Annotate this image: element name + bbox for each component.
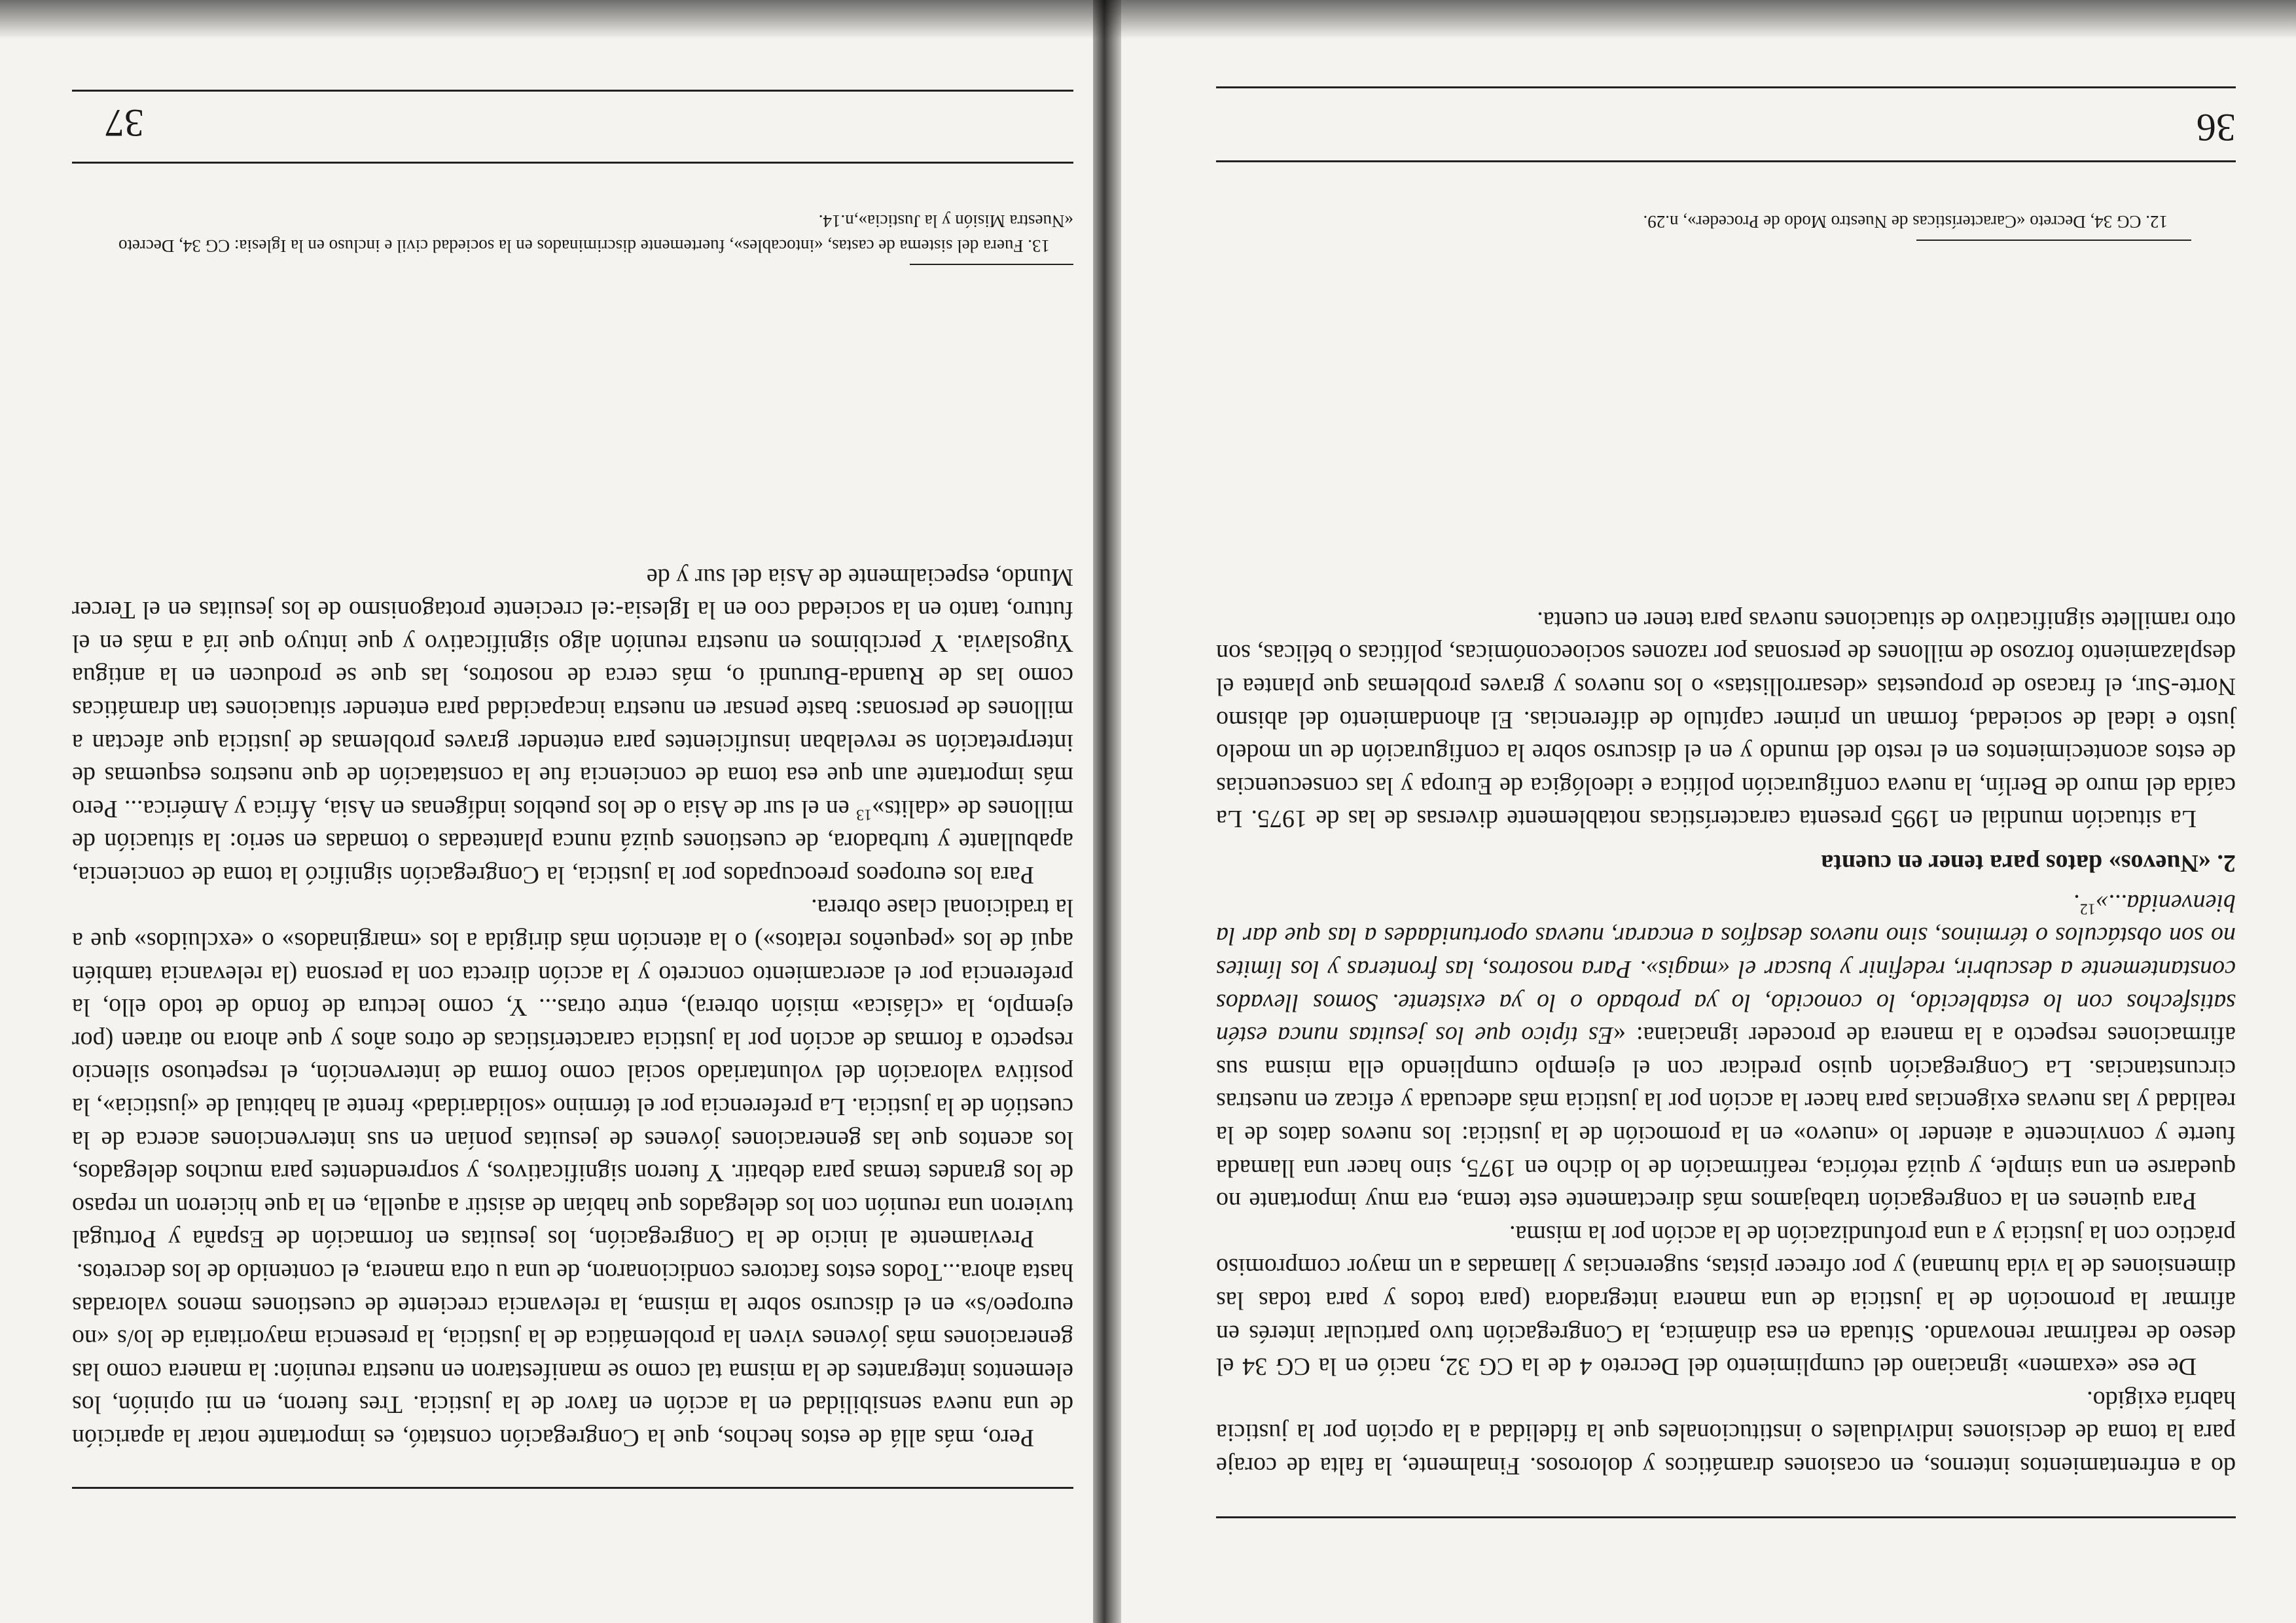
- footer-rule-top: [72, 162, 1073, 164]
- page-number: 36: [2197, 106, 2236, 149]
- footnote-rule: [910, 264, 1073, 265]
- paragraph-text: Para quienes en la congregación trabajamos más directamente este tema, era muy importante no quedarse en una simple, y quizá retórica, reafirmación de lo dicho en 1975, sino hacer una llamada fuerte y convincente a atender lo «nuevo» en la promoción de la justicia: los nuevos datos de la realidad y las nuevas exigencias para hacer la acción por la justicia más adecuada y eficaz en nuestras circunstancias. La Congregación quiso predicar con el ejemplo cumpliendo ella misma sus afirmaciones respecto a la manera de proceder ignaciana: «: [1216, 1022, 2236, 1215]
- header-rule: [72, 1487, 1073, 1489]
- footer-rule-bottom: [1216, 86, 2236, 88]
- paragraph: Pero, más allá de estos hechos, que la Congregación constató, es importante notar la aparición de una nueva sensibilidad en la acción en favor de la justicia. Tres fueron, en mi opinión, los elementos integrantes de la misma tal como se manifestaron en nuestra reunión: la manera como las generaciones más jóvenes viven la problemática de la justicia, la presencia mayoritaria de lo/s «no europeo/s» en el discurso sobre la misma, la relevancia creciente de cuestiones menos valoradas hasta ahora...Todos estos factores condicionaron, de una u otra manera, el contenido de los decretos.: [72, 1258, 1073, 1452]
- footnote-text: 12. CG 34, Decreto «Características de Nuestro Modo de Proceder», n.29.: [1643, 212, 2168, 232]
- paragraph-text: Para los europeos preocupados por la justicia, la Congregación significó la toma de conciencia, apabullante y turbadora, de cuestiones quizá nunca planteadas o tomadas en serio: la situación de millones de «dalits»: [72, 794, 1073, 889]
- paragraph: De ese «examen» ignaciano del cumplimiento del Decreto 4 de la CG 32, nació en la CG 34 el deseo de reafirmar renovando. Situada en esa dinámica, la Congregación tuvo particular interés en afirmar la promoción de la justicia de una manera integradora (para todos y para todas las dimensiones de la vida humana) y por ofrecer pistas, sugerencias y llamadas a un mayor compromiso práctico con la justicia y a una profundización de la acción por la misma.: [1216, 1220, 2236, 1381]
- paragraph: do a enfrentamientos internos, en ocasiones dramáticos y dolorosos. Finalmente, la falta de coraje para la toma de decisiones individuales o institucionales que la fidelidad a la opción por la justicia habría exigido.: [1216, 1385, 2236, 1480]
- paragraph: [72, 560, 1073, 891]
- footnote-12: [1216, 209, 2191, 234]
- quote-text: Es típico que los jesuitas nunca estén satisfechos con lo establecido, lo conocido, lo ya probado o lo ya existente. Somos llevados constantemente a descubrir, redefinir y buscar el «magis». Para nosotros, las fronteras y los límites no son obstáculos o términos, sino nuevos desafíos a encarar, nuevas oportunidades a las que dar la bienvenida...»: [1216, 889, 2236, 1050]
- paragraph: Para quienes en la congregación trabajamos más directamente este tema, era muy importante no quedarse en una simple, y quizá retórica, reafirmación de lo dicho en 1975, sino hacer una llamada fuerte y convincente a atender lo «nuevo» en la promoción de la justicia: los nuevos datos de la realidad y las nuevas exigencias para hacer la acción por la justicia más adecuada y eficaz en nuestras circunstancias. La Congregación quiso predicar con el ejemplo cumpliendo ella misma sus afirmaciones respecto a la manera de proceder ignaciana: «Es típico que los jesuitas nunca estén satisfechos con lo establecido, lo conocido, lo ya probado o lo ya existente. Somos llevados constantemente a descubrir, redefinir y buscar el «magis». Para nosotros, las fronteras y los límites no son obstáculos o términos, sino nuevos desafíos a encarar, nuevas oportunidades a las que dar la bienvenida...»$^{12}$.: [1216, 889, 2236, 1215]
- book-gutter: [1093, 0, 1121, 1623]
- page-36-body: [1216, 603, 2236, 1482]
- section-heading: 2. «Nuevos» datos para tener en cuenta: [1821, 849, 2236, 878]
- paragraph-text: en el sur de Asia o de los pueblos indígenas en Asia, África y América... Pero más importante aun que esa toma de conciencia fue la constatación de que nuestros esquemas de interpretación se revelaban insuficientes para entender graves problemas de justicia que afectan a millones de personas: baste pensar en nuestra incapacidad para entender situaciones tan dramáticas como las de Ruanda-Burundi o, más cerca de nosotros, las que se producen en la antigua Yugoslavia. Y percibimos en nuestra reunión algo significativo y que intuyo que irá a más en el futuro, tanto en la sociedad coo en la Iglesia-:el creciente protagonismo de los jesuitas en el Tercer Mundo, especialmente de Asia del sur y de: [72, 563, 1073, 823]
- footer-rule-top: [1216, 160, 2236, 162]
- page-37-body: [72, 560, 1073, 1454]
- footer-rule-bottom: [72, 90, 1073, 92]
- page-37: [0, 0, 1093, 1623]
- footnote-ref: 12: [2079, 900, 2096, 918]
- paragraph: Previamente al inicio de la Congregación, los jesuitas en formación de España y Portugal tuvieron una reunión con los delegados que habían de asistir a aquella, en la que hicieron un repaso de los grandes temas para debatir. Y fueron significativos, y sorprendentes para muchos delegados, los acentos que las generaciones jóvenes de jesuitas ponían en sus intervenciones acerca de la cuestión de la justicia. La preferencia por el término «solidaridad» frente al habitual de «justicia», la positiva valoración del voluntariado social como forma de intervención, el respetuoso silencio respecto a formas de acción por la justicia características de otros años y que ahora no atraen (por ejemplo, la «clásica» misión obrera), entre otras... Y, como lectura de fondo de todo ello, la preferencia por el acercamiento concreto y la acción directa con la persona (la relevancia también aquí de los «pequeños relatos») o la atención más dirigida a los «marginados» o «excluidos» que a la tradicional clase obrera.: [72, 894, 1073, 1253]
- footnote-rule: [1916, 240, 2191, 241]
- header-rule: [1216, 1516, 2236, 1518]
- page-36: [1121, 0, 2296, 1623]
- footnote-13: [72, 209, 1073, 259]
- footnote-text: 13. Fuera del sistema de castas, «intocables», fuertemente discriminados en la sociedad civil e incluso en la Iglesia: CG 34, Decreto «Nuestra Misión y la Justicia»,n.14.: [118, 211, 1073, 256]
- page-number: 37: [105, 101, 144, 145]
- footnote-ref: 13: [856, 806, 872, 823]
- paragraph: La situación mundial en 1995 presenta características notablemente diversas de las de 1975. La caída del muro de Berlín, la nueva configuración política e ideológica de Europa y las consecuencias de estos acontecimientos en el resto del mundo y en el discurso sobre la configuración de un modelo justo e ideal de sociedad, forman un primer capítulo de diferencias. El ahondamiento del abismo Norte-Sur, el fracaso de propuestas «desarrollistas» o los nuevos y graves problemas que planteа el desplazamiento forzoso de millones de personas por razones socioeconómicas, políticas o bélicas, son otro ramillete significativo de situaciones nuevas para tener en cuenta.: [1216, 606, 2236, 833]
